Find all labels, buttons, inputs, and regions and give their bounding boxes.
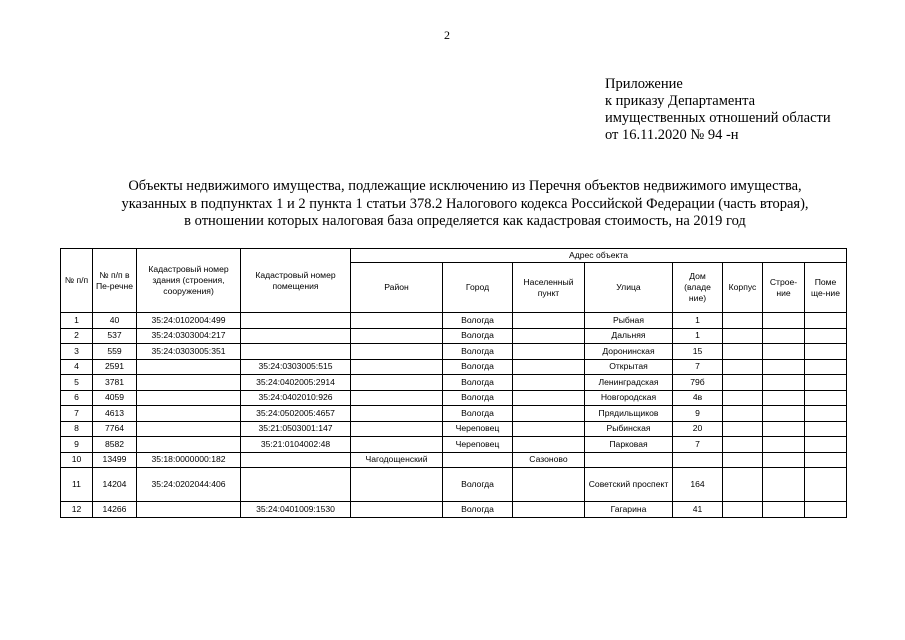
cell-room-cadastral: 35:24:0402005:2914 bbox=[241, 375, 351, 391]
cell-city bbox=[443, 452, 513, 468]
cell-city: Вологда bbox=[443, 468, 513, 502]
cell-building-cadastral bbox=[137, 406, 241, 422]
cell-num: 4 bbox=[61, 359, 93, 375]
cell-house bbox=[673, 452, 723, 468]
cell-list-num: 13499 bbox=[93, 452, 137, 468]
cell-settlement bbox=[513, 359, 585, 375]
table-row bbox=[61, 375, 847, 391]
cell-korpus bbox=[723, 452, 763, 468]
cell-list-num: 2591 bbox=[93, 359, 137, 375]
cell-city: Вологда bbox=[443, 344, 513, 360]
cell-korpus bbox=[723, 421, 763, 437]
table-body bbox=[61, 313, 847, 518]
cell-settlement bbox=[513, 502, 585, 518]
cell-city: Череповец bbox=[443, 437, 513, 453]
cell-korpus bbox=[723, 390, 763, 406]
cell-city: Вологда bbox=[443, 375, 513, 391]
cell-city: Вологда bbox=[443, 313, 513, 329]
cell-room-cadastral: 35:21:0104002:48 bbox=[241, 437, 351, 453]
cell-house: 7 bbox=[673, 437, 723, 453]
cell-district bbox=[351, 390, 443, 406]
cell-building bbox=[763, 344, 805, 360]
cell-city: Вологда bbox=[443, 359, 513, 375]
cell-building-cadastral: 35:18:0000000:182 bbox=[137, 452, 241, 468]
cell-street: Гагарина bbox=[585, 502, 673, 518]
cell-room bbox=[805, 406, 847, 422]
cell-district bbox=[351, 313, 443, 329]
appendix-line: имущественных отношений области bbox=[605, 110, 831, 126]
cell-room-cadastral bbox=[241, 468, 351, 502]
cell-city: Вологда bbox=[443, 328, 513, 344]
cell-num: 10 bbox=[61, 452, 93, 468]
cell-settlement bbox=[513, 328, 585, 344]
cell-building bbox=[763, 502, 805, 518]
cell-city: Вологда bbox=[443, 502, 513, 518]
cell-num: 1 bbox=[61, 313, 93, 329]
cell-district bbox=[351, 468, 443, 502]
cell-house: 1 bbox=[673, 328, 723, 344]
cell-room bbox=[805, 344, 847, 360]
cell-building-cadastral bbox=[137, 421, 241, 437]
cell-district bbox=[351, 502, 443, 518]
cell-district bbox=[351, 344, 443, 360]
cell-building bbox=[763, 313, 805, 329]
cell-room-cadastral bbox=[241, 344, 351, 360]
table-row bbox=[61, 344, 847, 360]
cell-korpus bbox=[723, 437, 763, 453]
header-street: Улица bbox=[585, 263, 673, 313]
cell-list-num: 40 bbox=[93, 313, 137, 329]
cell-district bbox=[351, 421, 443, 437]
cell-room-cadastral: 35:24:0303005:515 bbox=[241, 359, 351, 375]
cell-house: 79б bbox=[673, 375, 723, 391]
cell-street: Ленинградская bbox=[585, 375, 673, 391]
table-row bbox=[61, 406, 847, 422]
cell-korpus bbox=[723, 502, 763, 518]
cell-street: Советский проспект bbox=[585, 468, 673, 502]
cell-room-cadastral: 35:24:0401009:1530 bbox=[241, 502, 351, 518]
cell-room-cadastral bbox=[241, 313, 351, 329]
cell-district bbox=[351, 406, 443, 422]
table-row bbox=[61, 452, 847, 468]
cell-city: Вологда bbox=[443, 390, 513, 406]
cell-district bbox=[351, 328, 443, 344]
cell-city: Череповец bbox=[443, 421, 513, 437]
cell-list-num: 8582 bbox=[93, 437, 137, 453]
cell-num: 7 bbox=[61, 406, 93, 422]
heading-line: в отношении которых налоговая база определяется как кадастровая стоимость, на 2019 год bbox=[184, 213, 746, 229]
table-row bbox=[61, 437, 847, 453]
cell-room bbox=[805, 421, 847, 437]
cell-num: 2 bbox=[61, 328, 93, 344]
cell-street: Рыбная bbox=[585, 313, 673, 329]
cell-settlement bbox=[513, 390, 585, 406]
cell-building-cadastral: 35:24:0202044:406 bbox=[137, 468, 241, 502]
cell-korpus bbox=[723, 406, 763, 422]
table-row bbox=[61, 421, 847, 437]
table-row bbox=[61, 328, 847, 344]
cell-city: Вологда bbox=[443, 406, 513, 422]
table-row bbox=[61, 502, 847, 518]
cell-num: 11 bbox=[61, 468, 93, 502]
cell-settlement bbox=[513, 406, 585, 422]
cell-building bbox=[763, 452, 805, 468]
header-address: Адрес объекта bbox=[351, 249, 847, 263]
cell-building-cadastral bbox=[137, 390, 241, 406]
cell-building-cadastral bbox=[137, 375, 241, 391]
cell-street: Дальняя bbox=[585, 328, 673, 344]
header-settlement: Населенный пункт bbox=[513, 263, 585, 313]
cell-settlement bbox=[513, 468, 585, 502]
cell-settlement bbox=[513, 313, 585, 329]
cell-korpus bbox=[723, 313, 763, 329]
cell-list-num: 4613 bbox=[93, 406, 137, 422]
cell-korpus bbox=[723, 468, 763, 502]
cell-building bbox=[763, 390, 805, 406]
cell-num: 8 bbox=[61, 421, 93, 437]
objects-table bbox=[60, 248, 847, 518]
cell-district bbox=[351, 375, 443, 391]
cell-room-cadastral: 35:24:0502005:4657 bbox=[241, 406, 351, 422]
cell-street: Открытая bbox=[585, 359, 673, 375]
cell-street: Рыбинская bbox=[585, 421, 673, 437]
document-heading bbox=[60, 178, 870, 231]
cell-list-num: 537 bbox=[93, 328, 137, 344]
appendix-block bbox=[605, 76, 831, 144]
cell-settlement bbox=[513, 437, 585, 453]
cell-building-cadastral bbox=[137, 502, 241, 518]
cell-building bbox=[763, 437, 805, 453]
cell-street bbox=[585, 452, 673, 468]
header-korpus: Корпус bbox=[723, 263, 763, 313]
cell-num: 3 bbox=[61, 344, 93, 360]
cell-room-cadastral: 35:24:0402010:926 bbox=[241, 390, 351, 406]
cell-building-cadastral: 35:24:0303005:351 bbox=[137, 344, 241, 360]
header-district: Район bbox=[351, 263, 443, 313]
cell-list-num: 14266 bbox=[93, 502, 137, 518]
table-row bbox=[61, 313, 847, 329]
cell-room bbox=[805, 328, 847, 344]
cell-room bbox=[805, 468, 847, 502]
cell-district bbox=[351, 437, 443, 453]
cell-settlement bbox=[513, 421, 585, 437]
cell-room bbox=[805, 359, 847, 375]
cell-building bbox=[763, 375, 805, 391]
cell-room bbox=[805, 390, 847, 406]
cell-room bbox=[805, 437, 847, 453]
cell-house: 1 bbox=[673, 313, 723, 329]
table-row bbox=[61, 359, 847, 375]
cell-building bbox=[763, 328, 805, 344]
cell-house: 7 bbox=[673, 359, 723, 375]
appendix-line: от 16.11.2020 № 94 -н bbox=[605, 127, 739, 143]
cell-room bbox=[805, 313, 847, 329]
cell-building-cadastral bbox=[137, 437, 241, 453]
cell-korpus bbox=[723, 328, 763, 344]
cell-building-cadastral bbox=[137, 359, 241, 375]
cell-house: 164 bbox=[673, 468, 723, 502]
cell-house: 41 bbox=[673, 502, 723, 518]
cell-list-num: 3781 bbox=[93, 375, 137, 391]
cell-building bbox=[763, 406, 805, 422]
cell-korpus bbox=[723, 375, 763, 391]
cell-street: Новгородская bbox=[585, 390, 673, 406]
cell-house: 20 bbox=[673, 421, 723, 437]
header-building: Строе-ние bbox=[763, 263, 805, 313]
header-num: № п/п bbox=[61, 249, 93, 313]
header-house: Дом (владе ние) bbox=[673, 263, 723, 313]
cell-num: 9 bbox=[61, 437, 93, 453]
cell-num: 5 bbox=[61, 375, 93, 391]
cell-district: Чагодощенский bbox=[351, 452, 443, 468]
cell-num: 6 bbox=[61, 390, 93, 406]
cell-building bbox=[763, 359, 805, 375]
cell-list-num: 4059 bbox=[93, 390, 137, 406]
header-room: Поме ще-ние bbox=[805, 263, 847, 313]
cell-building bbox=[763, 468, 805, 502]
header-city: Город bbox=[443, 263, 513, 313]
cell-settlement bbox=[513, 344, 585, 360]
cell-district bbox=[351, 359, 443, 375]
page-number: 2 bbox=[444, 28, 450, 42]
cell-house: 9 bbox=[673, 406, 723, 422]
cell-building-cadastral: 35:24:0303004:217 bbox=[137, 328, 241, 344]
header-building-cadastral: Кадастровый номер здания (строения, сооружения) bbox=[137, 249, 241, 313]
cell-building bbox=[763, 421, 805, 437]
cell-korpus bbox=[723, 344, 763, 360]
cell-room bbox=[805, 502, 847, 518]
cell-room-cadastral bbox=[241, 452, 351, 468]
heading-line: Объекты недвижимого имущества, подлежащие исключению из Перечня объектов недвижимого имущества, bbox=[128, 178, 802, 194]
cell-settlement: Сазоново bbox=[513, 452, 585, 468]
cell-settlement bbox=[513, 375, 585, 391]
cell-list-num: 7764 bbox=[93, 421, 137, 437]
cell-street: Парковая bbox=[585, 437, 673, 453]
header-room-cadastral: Кадастровый номер помещения bbox=[241, 249, 351, 313]
cell-street: Прядильщиков bbox=[585, 406, 673, 422]
cell-list-num: 14204 bbox=[93, 468, 137, 502]
cell-building-cadastral: 35:24:0102004:499 bbox=[137, 313, 241, 329]
cell-street: Доронинская bbox=[585, 344, 673, 360]
cell-room-cadastral bbox=[241, 328, 351, 344]
cell-num: 12 bbox=[61, 502, 93, 518]
appendix-line: Приложение bbox=[605, 76, 683, 92]
cell-korpus bbox=[723, 359, 763, 375]
appendix-line: к приказу Департамента bbox=[605, 93, 756, 109]
table-row bbox=[61, 468, 847, 502]
header-list-num: № п/п в Пе-речне bbox=[93, 249, 137, 313]
cell-room-cadastral: 35:21:0503001:147 bbox=[241, 421, 351, 437]
cell-room bbox=[805, 452, 847, 468]
cell-list-num: 559 bbox=[93, 344, 137, 360]
heading-line: указанных в подпунктах 1 и 2 пункта 1 статьи 378.2 Налогового кодекса Российской Федерации (часть вторая), bbox=[121, 195, 809, 212]
cell-house: 15 bbox=[673, 344, 723, 360]
cell-house: 4в bbox=[673, 390, 723, 406]
cell-room bbox=[805, 375, 847, 391]
table-row bbox=[61, 390, 847, 406]
